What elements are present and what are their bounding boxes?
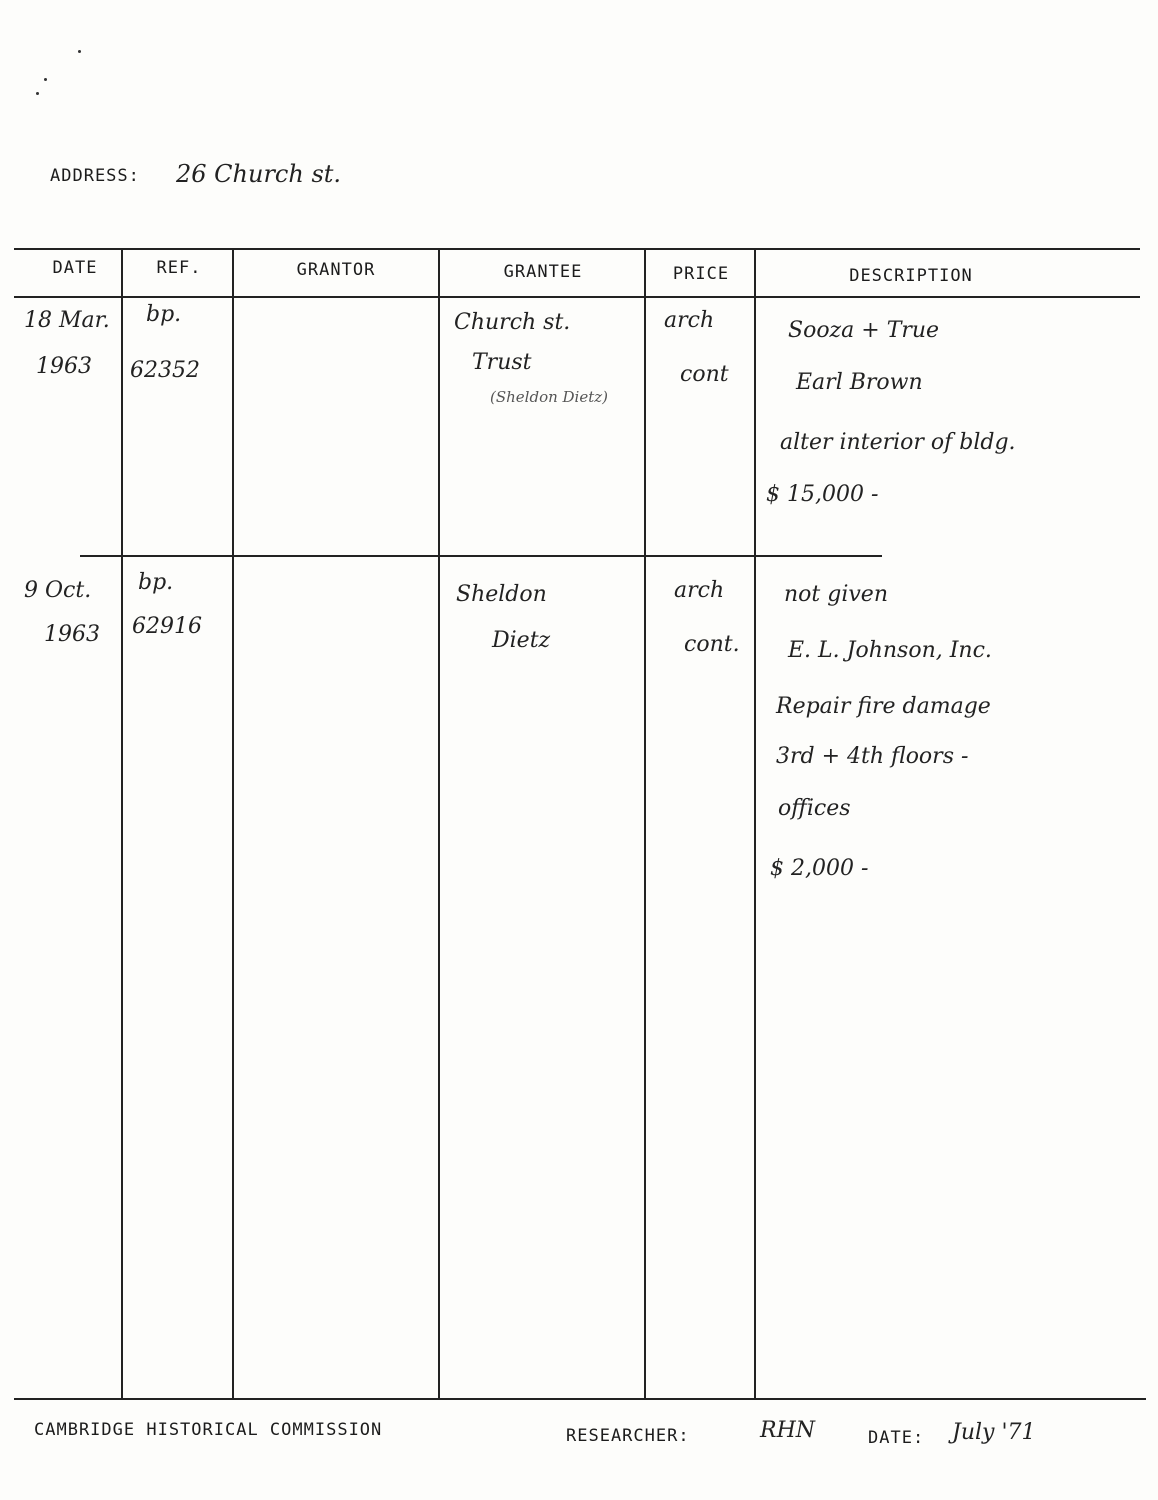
- ink-speck: [78, 50, 81, 53]
- column-header-ref: REF.: [156, 258, 202, 278]
- row2-price-line2: cont.: [684, 632, 740, 657]
- row1-ref-number: 62352: [130, 358, 200, 383]
- row1-date-day: 18 Mar.: [24, 308, 110, 333]
- column-header-grantor: GRANTOR: [296, 260, 376, 280]
- row2-description-line4: 3rd + 4th floors -: [776, 744, 969, 769]
- footer-commission: CAMBRIDGE HISTORICAL COMMISSION: [34, 1420, 383, 1440]
- address-value: 26 Church st.: [176, 160, 342, 188]
- row2-ref-number: 62916: [132, 614, 202, 639]
- column-divider-ref-grantor: [232, 248, 234, 1398]
- row2-grantee-line1: Sheldon: [456, 582, 547, 607]
- header-bottom-rule: [14, 296, 1140, 298]
- address-label: ADDRESS:: [50, 166, 140, 186]
- row1-description-line2: Earl Brown: [796, 370, 923, 395]
- ink-speck: [36, 92, 39, 95]
- footer-date-label: DATE:: [868, 1428, 925, 1448]
- row2-description-line2: E. L. Johnson, Inc.: [788, 638, 992, 663]
- row1-description-line3: alter interior of bldg.: [780, 430, 1016, 455]
- footer-researcher-value: RHN: [760, 1418, 815, 1443]
- row2-description-line3: Repair fire damage: [776, 694, 991, 719]
- column-divider-date-ref: [121, 248, 123, 1398]
- column-divider-grantor-grantee: [438, 248, 440, 1398]
- column-header-description: DESCRIPTION: [849, 266, 973, 286]
- ink-speck: [44, 78, 47, 81]
- row2-description-line5: offices: [778, 796, 851, 821]
- column-header-price: PRICE: [672, 264, 730, 284]
- column-divider-price-description: [754, 250, 756, 1398]
- row2-ref-prefix: bp.: [138, 570, 174, 595]
- table-top-rule: [14, 248, 1140, 250]
- row1-date-year: 1963: [36, 354, 92, 379]
- row-divider: [80, 555, 882, 557]
- column-header-date: DATE: [52, 258, 98, 278]
- row2-price-line1: arch: [674, 578, 725, 603]
- row1-grantee-line2: Trust: [472, 350, 532, 375]
- row2-description-line1: not given: [784, 582, 888, 607]
- row1-price-line2: cont: [680, 362, 729, 387]
- row2-date-day: 9 Oct.: [24, 578, 92, 603]
- row1-grantee-line1: Church st.: [454, 310, 571, 335]
- row1-ref-prefix: bp.: [146, 302, 182, 327]
- row2-description-line6: $ 2,000 -: [770, 856, 869, 881]
- column-divider-grantee-price: [644, 250, 646, 1398]
- table-bottom-rule: [14, 1398, 1146, 1400]
- row1-grantee-note: (Sheldon Dietz): [490, 388, 609, 406]
- row2-grantee-line2: Dietz: [492, 628, 551, 653]
- footer-date-value: July '71: [952, 1420, 1036, 1445]
- column-header-grantee: GRANTEE: [503, 262, 583, 282]
- row1-price-line1: arch: [664, 308, 715, 333]
- row2-date-year: 1963: [44, 622, 100, 647]
- row1-description-line1: Sooza + True: [788, 318, 940, 343]
- row1-description-line4: $ 15,000 -: [766, 482, 879, 507]
- footer-researcher-label: RESEARCHER:: [566, 1426, 690, 1446]
